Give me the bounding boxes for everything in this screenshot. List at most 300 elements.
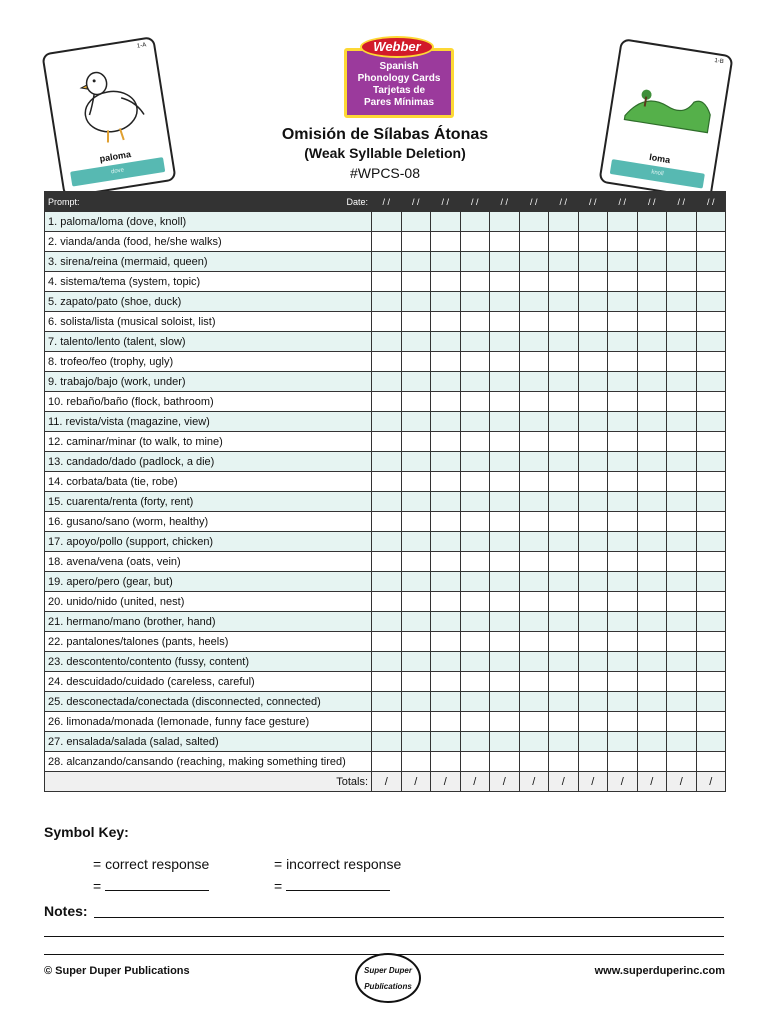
score-cell[interactable] xyxy=(578,312,608,332)
score-cell[interactable] xyxy=(431,632,461,652)
score-cell[interactable] xyxy=(519,732,549,752)
score-cell[interactable] xyxy=(431,312,461,332)
score-cell[interactable] xyxy=(667,572,697,592)
score-cell[interactable] xyxy=(401,312,431,332)
score-cell[interactable] xyxy=(519,612,549,632)
score-cell[interactable] xyxy=(667,612,697,632)
score-cell[interactable] xyxy=(549,512,579,532)
total-cell[interactable]: / xyxy=(401,772,431,792)
score-cell[interactable] xyxy=(372,392,402,412)
score-cell[interactable] xyxy=(519,492,549,512)
score-cell[interactable] xyxy=(696,472,726,492)
score-cell[interactable] xyxy=(431,292,461,312)
total-cell[interactable]: / xyxy=(372,772,402,792)
score-cell[interactable] xyxy=(578,712,608,732)
score-cell[interactable] xyxy=(637,332,667,352)
total-cell[interactable]: / xyxy=(519,772,549,792)
score-cell[interactable] xyxy=(460,432,490,452)
score-cell[interactable] xyxy=(519,272,549,292)
score-cell[interactable] xyxy=(431,392,461,412)
score-cell[interactable] xyxy=(608,632,638,652)
score-cell[interactable] xyxy=(608,612,638,632)
score-cell[interactable] xyxy=(372,532,402,552)
score-cell[interactable] xyxy=(608,732,638,752)
date-cell[interactable]: / / xyxy=(608,192,638,212)
score-cell[interactable] xyxy=(401,372,431,392)
score-cell[interactable] xyxy=(696,512,726,532)
date-cell[interactable]: / / xyxy=(372,192,402,212)
score-cell[interactable] xyxy=(667,252,697,272)
score-cell[interactable] xyxy=(431,512,461,532)
score-cell[interactable] xyxy=(431,492,461,512)
score-cell[interactable] xyxy=(519,572,549,592)
score-cell[interactable] xyxy=(696,692,726,712)
score-cell[interactable] xyxy=(696,612,726,632)
score-cell[interactable] xyxy=(519,292,549,312)
score-cell[interactable] xyxy=(519,212,549,232)
symbol-blank-line[interactable] xyxy=(286,879,390,891)
score-cell[interactable] xyxy=(401,492,431,512)
score-cell[interactable] xyxy=(401,292,431,312)
score-cell[interactable] xyxy=(549,632,579,652)
score-cell[interactable] xyxy=(578,632,608,652)
score-cell[interactable] xyxy=(431,552,461,572)
notes-line-1[interactable] xyxy=(94,917,724,918)
score-cell[interactable] xyxy=(608,432,638,452)
score-cell[interactable] xyxy=(696,332,726,352)
score-cell[interactable] xyxy=(460,752,490,772)
score-cell[interactable] xyxy=(637,692,667,712)
score-cell[interactable] xyxy=(667,712,697,732)
score-cell[interactable] xyxy=(401,232,431,252)
score-cell[interactable] xyxy=(667,472,697,492)
score-cell[interactable] xyxy=(667,552,697,572)
score-cell[interactable] xyxy=(490,292,520,312)
score-cell[interactable] xyxy=(608,472,638,492)
score-cell[interactable] xyxy=(578,332,608,352)
score-cell[interactable] xyxy=(549,572,579,592)
score-cell[interactable] xyxy=(401,532,431,552)
score-cell[interactable] xyxy=(519,392,549,412)
score-cell[interactable] xyxy=(460,352,490,372)
score-cell[interactable] xyxy=(608,272,638,292)
score-cell[interactable] xyxy=(431,252,461,272)
score-cell[interactable] xyxy=(431,592,461,612)
score-cell[interactable] xyxy=(372,572,402,592)
score-cell[interactable] xyxy=(460,372,490,392)
score-cell[interactable] xyxy=(401,672,431,692)
score-cell[interactable] xyxy=(372,672,402,692)
score-cell[interactable] xyxy=(637,452,667,472)
score-cell[interactable] xyxy=(667,752,697,772)
score-cell[interactable] xyxy=(372,652,402,672)
score-cell[interactable] xyxy=(460,232,490,252)
score-cell[interactable] xyxy=(696,232,726,252)
score-cell[interactable] xyxy=(490,532,520,552)
score-cell[interactable] xyxy=(608,692,638,712)
score-cell[interactable] xyxy=(637,252,667,272)
score-cell[interactable] xyxy=(460,552,490,572)
total-cell[interactable]: / xyxy=(460,772,490,792)
score-cell[interactable] xyxy=(372,352,402,372)
score-cell[interactable] xyxy=(401,732,431,752)
score-cell[interactable] xyxy=(431,652,461,672)
score-cell[interactable] xyxy=(549,292,579,312)
score-cell[interactable] xyxy=(490,252,520,272)
score-cell[interactable] xyxy=(696,732,726,752)
date-cell[interactable]: / / xyxy=(637,192,667,212)
score-cell[interactable] xyxy=(490,512,520,532)
score-cell[interactable] xyxy=(667,532,697,552)
score-cell[interactable] xyxy=(578,352,608,372)
score-cell[interactable] xyxy=(460,612,490,632)
score-cell[interactable] xyxy=(431,572,461,592)
score-cell[interactable] xyxy=(431,432,461,452)
score-cell[interactable] xyxy=(637,472,667,492)
score-cell[interactable] xyxy=(490,312,520,332)
score-cell[interactable] xyxy=(637,712,667,732)
score-cell[interactable] xyxy=(637,592,667,612)
score-cell[interactable] xyxy=(549,392,579,412)
score-cell[interactable] xyxy=(431,212,461,232)
score-cell[interactable] xyxy=(519,712,549,732)
score-cell[interactable] xyxy=(401,712,431,732)
score-cell[interactable] xyxy=(549,272,579,292)
score-cell[interactable] xyxy=(578,592,608,612)
score-cell[interactable] xyxy=(372,312,402,332)
score-cell[interactable] xyxy=(608,212,638,232)
score-cell[interactable] xyxy=(637,292,667,312)
date-cell[interactable]: / / xyxy=(401,192,431,212)
score-cell[interactable] xyxy=(401,472,431,492)
score-cell[interactable] xyxy=(608,352,638,372)
score-cell[interactable] xyxy=(637,272,667,292)
score-cell[interactable] xyxy=(372,512,402,532)
score-cell[interactable] xyxy=(490,472,520,492)
score-cell[interactable] xyxy=(608,492,638,512)
score-cell[interactable] xyxy=(460,732,490,752)
score-cell[interactable] xyxy=(460,412,490,432)
score-cell[interactable] xyxy=(460,312,490,332)
score-cell[interactable] xyxy=(460,692,490,712)
score-cell[interactable] xyxy=(519,352,549,372)
score-cell[interactable] xyxy=(460,632,490,652)
score-cell[interactable] xyxy=(578,532,608,552)
score-cell[interactable] xyxy=(372,632,402,652)
total-cell[interactable]: / xyxy=(431,772,461,792)
score-cell[interactable] xyxy=(490,392,520,412)
score-cell[interactable] xyxy=(460,452,490,472)
score-cell[interactable] xyxy=(637,552,667,572)
notes-line-2[interactable] xyxy=(44,936,724,937)
score-cell[interactable] xyxy=(519,512,549,532)
score-cell[interactable] xyxy=(401,392,431,412)
score-cell[interactable] xyxy=(431,692,461,712)
score-cell[interactable] xyxy=(549,732,579,752)
score-cell[interactable] xyxy=(578,212,608,232)
score-cell[interactable] xyxy=(372,612,402,632)
score-cell[interactable] xyxy=(372,472,402,492)
score-cell[interactable] xyxy=(578,672,608,692)
score-cell[interactable] xyxy=(696,292,726,312)
score-cell[interactable] xyxy=(549,252,579,272)
score-cell[interactable] xyxy=(519,632,549,652)
score-cell[interactable] xyxy=(401,592,431,612)
score-cell[interactable] xyxy=(401,572,431,592)
score-cell[interactable] xyxy=(667,352,697,372)
score-cell[interactable] xyxy=(519,232,549,252)
score-cell[interactable] xyxy=(490,712,520,732)
score-cell[interactable] xyxy=(578,412,608,432)
score-cell[interactable] xyxy=(608,452,638,472)
score-cell[interactable] xyxy=(519,592,549,612)
score-cell[interactable] xyxy=(549,672,579,692)
score-cell[interactable] xyxy=(549,472,579,492)
score-cell[interactable] xyxy=(372,712,402,732)
score-cell[interactable] xyxy=(578,572,608,592)
score-cell[interactable] xyxy=(549,532,579,552)
score-cell[interactable] xyxy=(637,432,667,452)
score-cell[interactable] xyxy=(401,272,431,292)
score-cell[interactable] xyxy=(578,392,608,412)
score-cell[interactable] xyxy=(696,312,726,332)
score-cell[interactable] xyxy=(578,552,608,572)
score-cell[interactable] xyxy=(549,432,579,452)
score-cell[interactable] xyxy=(578,472,608,492)
score-cell[interactable] xyxy=(667,432,697,452)
score-cell[interactable] xyxy=(372,252,402,272)
score-cell[interactable] xyxy=(696,712,726,732)
date-cell[interactable]: / / xyxy=(549,192,579,212)
score-cell[interactable] xyxy=(372,292,402,312)
score-cell[interactable] xyxy=(696,372,726,392)
score-cell[interactable] xyxy=(578,752,608,772)
score-cell[interactable] xyxy=(431,732,461,752)
score-cell[interactable] xyxy=(578,612,608,632)
score-cell[interactable] xyxy=(372,372,402,392)
score-cell[interactable] xyxy=(490,432,520,452)
score-cell[interactable] xyxy=(667,592,697,612)
score-cell[interactable] xyxy=(401,352,431,372)
score-cell[interactable] xyxy=(490,332,520,352)
score-cell[interactable] xyxy=(696,272,726,292)
score-cell[interactable] xyxy=(608,712,638,732)
score-cell[interactable] xyxy=(401,332,431,352)
score-cell[interactable] xyxy=(549,552,579,572)
score-cell[interactable] xyxy=(490,492,520,512)
score-cell[interactable] xyxy=(431,472,461,492)
score-cell[interactable] xyxy=(401,752,431,772)
score-cell[interactable] xyxy=(578,492,608,512)
score-cell[interactable] xyxy=(431,752,461,772)
score-cell[interactable] xyxy=(578,272,608,292)
score-cell[interactable] xyxy=(578,692,608,712)
score-cell[interactable] xyxy=(608,752,638,772)
score-cell[interactable] xyxy=(401,652,431,672)
score-cell[interactable] xyxy=(667,412,697,432)
score-cell[interactable] xyxy=(401,212,431,232)
score-cell[interactable] xyxy=(372,592,402,612)
score-cell[interactable] xyxy=(372,752,402,772)
score-cell[interactable] xyxy=(490,352,520,372)
score-cell[interactable] xyxy=(519,752,549,772)
score-cell[interactable] xyxy=(608,412,638,432)
score-cell[interactable] xyxy=(460,712,490,732)
symbol-blank-1[interactable] xyxy=(93,878,215,894)
score-cell[interactable] xyxy=(431,332,461,352)
score-cell[interactable] xyxy=(372,732,402,752)
score-cell[interactable] xyxy=(460,592,490,612)
score-cell[interactable] xyxy=(637,532,667,552)
date-cell[interactable]: / / xyxy=(696,192,726,212)
score-cell[interactable] xyxy=(549,352,579,372)
score-cell[interactable] xyxy=(519,312,549,332)
score-cell[interactable] xyxy=(401,252,431,272)
score-cell[interactable] xyxy=(372,212,402,232)
score-cell[interactable] xyxy=(578,452,608,472)
score-cell[interactable] xyxy=(490,652,520,672)
footer-website[interactable]: www.superduperinc.com xyxy=(594,965,725,977)
score-cell[interactable] xyxy=(608,552,638,572)
score-cell[interactable] xyxy=(549,752,579,772)
score-cell[interactable] xyxy=(667,732,697,752)
score-cell[interactable] xyxy=(637,572,667,592)
total-cell[interactable]: / xyxy=(667,772,697,792)
score-cell[interactable] xyxy=(401,512,431,532)
score-cell[interactable] xyxy=(696,252,726,272)
score-cell[interactable] xyxy=(608,312,638,332)
score-cell[interactable] xyxy=(667,332,697,352)
score-cell[interactable] xyxy=(460,652,490,672)
score-cell[interactable] xyxy=(431,372,461,392)
score-cell[interactable] xyxy=(372,492,402,512)
score-cell[interactable] xyxy=(401,432,431,452)
symbol-blank-2[interactable] xyxy=(274,878,396,894)
score-cell[interactable] xyxy=(490,452,520,472)
score-cell[interactable] xyxy=(401,692,431,712)
score-cell[interactable] xyxy=(549,212,579,232)
score-cell[interactable] xyxy=(549,412,579,432)
date-cell[interactable]: / / xyxy=(519,192,549,212)
score-cell[interactable] xyxy=(608,392,638,412)
score-cell[interactable] xyxy=(401,452,431,472)
score-cell[interactable] xyxy=(431,452,461,472)
score-cell[interactable] xyxy=(608,592,638,612)
score-cell[interactable] xyxy=(401,612,431,632)
symbol-blank-line[interactable] xyxy=(105,879,209,891)
total-cell[interactable]: / xyxy=(490,772,520,792)
score-cell[interactable] xyxy=(431,272,461,292)
score-cell[interactable] xyxy=(519,472,549,492)
score-cell[interactable] xyxy=(637,512,667,532)
score-cell[interactable] xyxy=(372,332,402,352)
score-cell[interactable] xyxy=(667,632,697,652)
score-cell[interactable] xyxy=(667,452,697,472)
score-cell[interactable] xyxy=(372,412,402,432)
score-cell[interactable] xyxy=(549,592,579,612)
date-cell[interactable]: / / xyxy=(490,192,520,212)
score-cell[interactable] xyxy=(519,692,549,712)
score-cell[interactable] xyxy=(372,692,402,712)
score-cell[interactable] xyxy=(696,212,726,232)
score-cell[interactable] xyxy=(608,372,638,392)
score-cell[interactable] xyxy=(696,652,726,672)
score-cell[interactable] xyxy=(637,212,667,232)
score-cell[interactable] xyxy=(490,672,520,692)
score-cell[interactable] xyxy=(667,392,697,412)
score-cell[interactable] xyxy=(608,512,638,532)
score-cell[interactable] xyxy=(696,452,726,472)
date-cell[interactable]: / / xyxy=(578,192,608,212)
score-cell[interactable] xyxy=(608,292,638,312)
score-cell[interactable] xyxy=(401,632,431,652)
score-cell[interactable] xyxy=(608,652,638,672)
score-cell[interactable] xyxy=(549,452,579,472)
score-cell[interactable] xyxy=(460,212,490,232)
score-cell[interactable] xyxy=(608,252,638,272)
score-cell[interactable] xyxy=(578,512,608,532)
score-cell[interactable] xyxy=(637,612,667,632)
score-cell[interactable] xyxy=(460,272,490,292)
score-cell[interactable] xyxy=(637,412,667,432)
score-cell[interactable] xyxy=(519,552,549,572)
score-cell[interactable] xyxy=(490,232,520,252)
total-cell[interactable]: / xyxy=(549,772,579,792)
score-cell[interactable] xyxy=(490,572,520,592)
score-cell[interactable] xyxy=(637,672,667,692)
score-cell[interactable] xyxy=(519,432,549,452)
score-cell[interactable] xyxy=(431,232,461,252)
score-cell[interactable] xyxy=(608,332,638,352)
score-cell[interactable] xyxy=(519,652,549,672)
score-cell[interactable] xyxy=(696,592,726,612)
score-cell[interactable] xyxy=(696,432,726,452)
score-cell[interactable] xyxy=(696,572,726,592)
score-cell[interactable] xyxy=(667,672,697,692)
score-cell[interactable] xyxy=(372,452,402,472)
score-cell[interactable] xyxy=(549,312,579,332)
score-cell[interactable] xyxy=(490,412,520,432)
date-cell[interactable]: / / xyxy=(667,192,697,212)
score-cell[interactable] xyxy=(667,272,697,292)
score-cell[interactable] xyxy=(519,332,549,352)
score-cell[interactable] xyxy=(490,732,520,752)
score-cell[interactable] xyxy=(696,492,726,512)
score-cell[interactable] xyxy=(696,532,726,552)
score-cell[interactable] xyxy=(519,672,549,692)
total-cell[interactable]: / xyxy=(637,772,667,792)
score-cell[interactable] xyxy=(637,752,667,772)
score-cell[interactable] xyxy=(490,212,520,232)
score-cell[interactable] xyxy=(431,352,461,372)
total-cell[interactable]: / xyxy=(578,772,608,792)
total-cell[interactable]: / xyxy=(696,772,726,792)
score-cell[interactable] xyxy=(667,692,697,712)
score-cell[interactable] xyxy=(637,652,667,672)
score-cell[interactable] xyxy=(519,532,549,552)
score-cell[interactable] xyxy=(431,712,461,732)
score-cell[interactable] xyxy=(667,492,697,512)
score-cell[interactable] xyxy=(549,332,579,352)
score-cell[interactable] xyxy=(637,372,667,392)
score-cell[interactable] xyxy=(578,232,608,252)
score-cell[interactable] xyxy=(578,372,608,392)
score-cell[interactable] xyxy=(519,452,549,472)
score-cell[interactable] xyxy=(460,512,490,532)
score-cell[interactable] xyxy=(431,672,461,692)
score-cell[interactable] xyxy=(431,412,461,432)
score-cell[interactable] xyxy=(696,352,726,372)
